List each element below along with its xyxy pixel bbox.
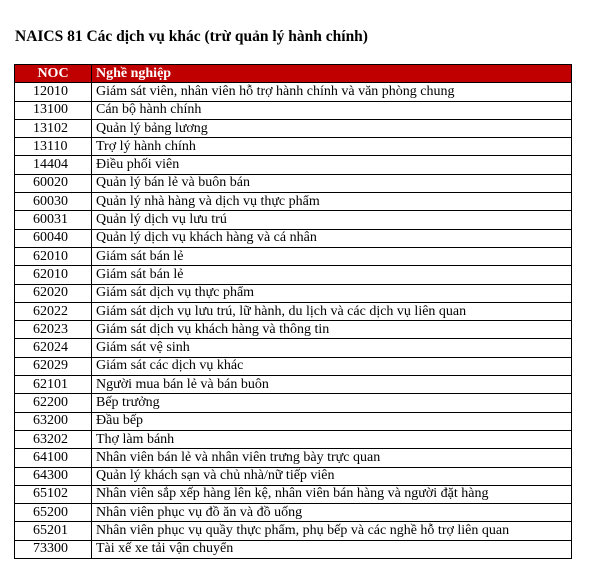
noc-code-cell: 63200 bbox=[15, 412, 92, 430]
table-row bbox=[15, 321, 572, 339]
table-row bbox=[15, 247, 572, 265]
table-row bbox=[15, 284, 572, 302]
table-row bbox=[15, 412, 572, 430]
occupation-cell: Giám sát bán lẻ bbox=[92, 247, 572, 265]
noc-code-cell: 13110 bbox=[15, 138, 92, 156]
occupation-cell: Quản lý dịch vụ lưu trú bbox=[92, 211, 572, 229]
occupation-cell: Giám sát bán lẻ bbox=[92, 266, 572, 284]
column-header-noc: NOC bbox=[15, 65, 92, 83]
table-row bbox=[15, 394, 572, 412]
occupation-cell: Giám sát viên, nhân viên hỗ trợ hành chính và văn phòng chung bbox=[92, 83, 572, 101]
occupation-cell: Nhân viên phục vụ đồ ăn và đồ uống bbox=[92, 504, 572, 522]
table-row bbox=[15, 119, 572, 137]
occupation-cell: Quản lý dịch vụ khách hàng và cá nhân bbox=[92, 229, 572, 247]
occupation-cell: Giám sát dịch vụ lưu trú, lữ hành, du lịch và các dịch vụ liên quan bbox=[92, 302, 572, 320]
noc-code-cell: 65201 bbox=[15, 522, 92, 540]
table-row bbox=[15, 229, 572, 247]
table-row bbox=[15, 376, 572, 394]
noc-code-cell: 62022 bbox=[15, 302, 92, 320]
occupation-table bbox=[14, 64, 572, 559]
occupation-cell: Quản lý bảng lương bbox=[92, 119, 572, 137]
noc-code-cell: 62200 bbox=[15, 394, 92, 412]
occupation-cell: Giám sát dịch vụ khách hàng và thông tin bbox=[92, 321, 572, 339]
table-row bbox=[15, 266, 572, 284]
table-row bbox=[15, 302, 572, 320]
occupation-cell: Tài xế xe tải vận chuyển bbox=[92, 540, 572, 558]
occupation-cell: Quản lý khách sạn và chủ nhà/nữ tiếp viên bbox=[92, 467, 572, 485]
noc-code-cell: 62010 bbox=[15, 247, 92, 265]
occupation-cell: Người mua bán lẻ và bán buôn bbox=[92, 376, 572, 394]
occupation-cell: Giám sát vệ sinh bbox=[92, 339, 572, 357]
table-row bbox=[15, 504, 572, 522]
noc-code-cell: 62020 bbox=[15, 284, 92, 302]
noc-code-cell: 62023 bbox=[15, 321, 92, 339]
occupation-cell: Trợ lý hành chính bbox=[92, 138, 572, 156]
table-header bbox=[15, 65, 572, 83]
table-row bbox=[15, 449, 572, 467]
occupation-cell: Nhân viên phục vụ quầy thực phẩm, phụ bếp và các nghề hỗ trợ liên quan bbox=[92, 522, 572, 540]
noc-code-cell: 14404 bbox=[15, 156, 92, 174]
occupation-cell: Điều phối viên bbox=[92, 156, 572, 174]
noc-code-cell: 60030 bbox=[15, 193, 92, 211]
noc-code-cell: 62029 bbox=[15, 357, 92, 375]
table-body bbox=[15, 83, 572, 559]
occupation-cell: Đầu bếp bbox=[92, 412, 572, 430]
noc-code-cell: 65200 bbox=[15, 504, 92, 522]
noc-code-cell: 64100 bbox=[15, 449, 92, 467]
occupation-cell: Giám sát các dịch vụ khác bbox=[92, 357, 572, 375]
noc-code-cell: 12010 bbox=[15, 83, 92, 101]
noc-code-cell: 62101 bbox=[15, 376, 92, 394]
noc-code-cell: 60020 bbox=[15, 174, 92, 192]
noc-code-cell: 65102 bbox=[15, 485, 92, 503]
table-row bbox=[15, 339, 572, 357]
noc-code-cell: 13100 bbox=[15, 101, 92, 119]
table-row bbox=[15, 467, 572, 485]
table-row bbox=[15, 211, 572, 229]
noc-code-cell: 73300 bbox=[15, 540, 92, 558]
occupation-cell: Quản lý nhà hàng và dịch vụ thực phẩm bbox=[92, 193, 572, 211]
occupation-cell: Nhân viên bán lẻ và nhân viên trưng bày trực quan bbox=[92, 449, 572, 467]
noc-code-cell: 13102 bbox=[15, 119, 92, 137]
table-row bbox=[15, 138, 572, 156]
header-row bbox=[15, 65, 572, 83]
noc-code-cell: 62010 bbox=[15, 266, 92, 284]
table-row bbox=[15, 522, 572, 540]
noc-code-cell: 60031 bbox=[15, 211, 92, 229]
noc-code-cell: 60040 bbox=[15, 229, 92, 247]
table-row bbox=[15, 83, 572, 101]
table-row bbox=[15, 430, 572, 448]
table-row bbox=[15, 156, 572, 174]
column-header-occupation: Nghề nghiệp bbox=[92, 65, 572, 83]
page-title: NAICS 81 Các dịch vụ khác (trừ quản lý hành chính) bbox=[15, 28, 368, 45]
table-row bbox=[15, 485, 572, 503]
occupation-cell: Quản lý bán lẻ và buôn bán bbox=[92, 174, 572, 192]
noc-code-cell: 62024 bbox=[15, 339, 92, 357]
occupation-cell: Thợ làm bánh bbox=[92, 430, 572, 448]
table-row bbox=[15, 193, 572, 211]
occupation-cell: Cán bộ hành chính bbox=[92, 101, 572, 119]
table-row bbox=[15, 357, 572, 375]
occupation-cell: Giám sát dịch vụ thực phẩm bbox=[92, 284, 572, 302]
table-row bbox=[15, 540, 572, 558]
noc-code-cell: 64300 bbox=[15, 467, 92, 485]
occupation-cell: Nhân viên sắp xếp hàng lên kệ, nhân viên bán hàng và người đặt hàng bbox=[92, 485, 572, 503]
noc-code-cell: 63202 bbox=[15, 430, 92, 448]
occupation-cell: Bếp trưởng bbox=[92, 394, 572, 412]
table-row bbox=[15, 174, 572, 192]
table-row bbox=[15, 101, 572, 119]
